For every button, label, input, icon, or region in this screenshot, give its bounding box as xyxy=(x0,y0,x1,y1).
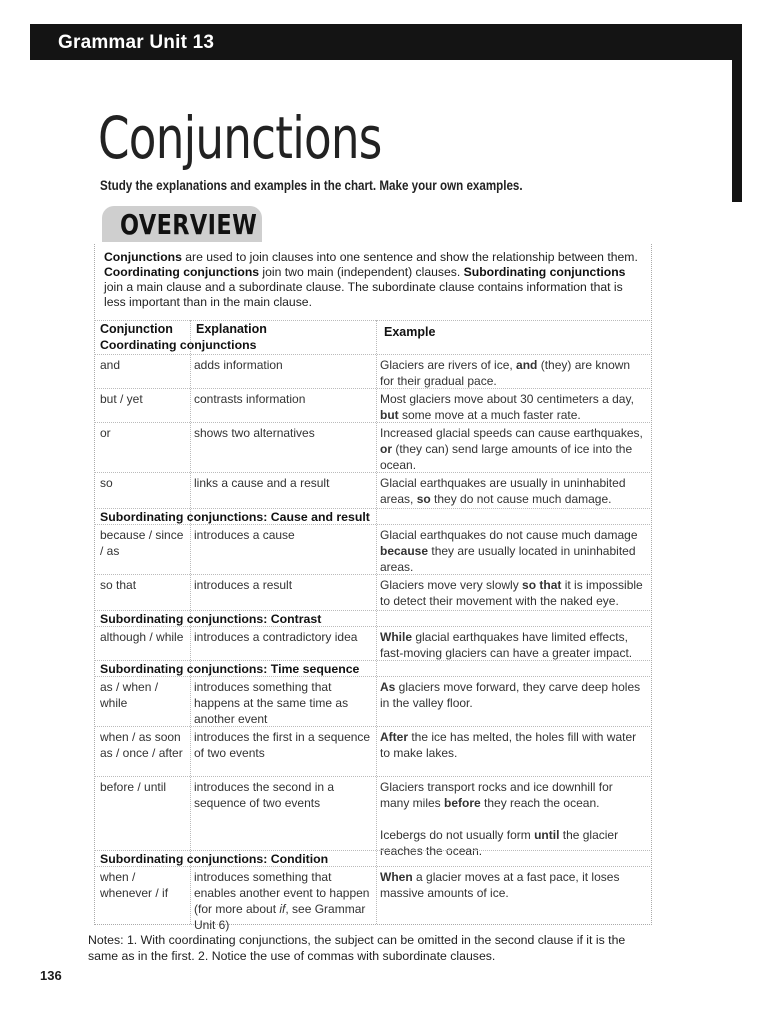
section-heading: Subordinating conjunctions: Cause and result xyxy=(100,510,370,524)
table-row xyxy=(94,388,650,423)
example-text: a glacier moves at a fast pace, it loses massive amounts of ice. xyxy=(380,870,620,900)
example-conjunction: so that xyxy=(522,578,562,592)
conjunction-cell: when / as soon as / once / after xyxy=(100,730,183,760)
page-number: 136 xyxy=(40,968,62,983)
column-header-conjunction: Conjunction xyxy=(100,322,173,336)
conjunction-cell: and xyxy=(100,358,121,372)
example-cell xyxy=(380,475,644,507)
intro-text-3: join a main clause and a subordinate clause. The subordinate clause contains information that is less important than in the main clause. xyxy=(104,280,623,309)
explanation-text: , see Grammar Unit 6) xyxy=(194,902,366,932)
example-cell xyxy=(380,391,644,423)
example-conjunction: until xyxy=(534,828,560,842)
example-conjunction: but xyxy=(380,408,399,422)
instructions: Study the explanations and examples in the chart. Make your own examples. xyxy=(100,178,523,193)
explanation-cell: introduces something that happens at the same time as another event xyxy=(194,680,349,726)
example-conjunction: As xyxy=(380,680,396,694)
example-text: Most glaciers move about 30 centimeters a day, xyxy=(380,392,634,406)
intro-text-2: join two main (independent) clauses. xyxy=(259,265,464,279)
conjunction-cell: or xyxy=(100,426,111,440)
conjunction-cell: before / until xyxy=(100,780,167,794)
conjunction-cell: so that xyxy=(100,578,137,592)
conjunction-cell: but / yet xyxy=(100,392,143,406)
example-text: Icebergs do not usually form xyxy=(380,828,535,842)
explanation-cell: contrasts information xyxy=(194,392,306,406)
example-cell xyxy=(380,425,644,473)
example-text: the ice has melted, the holes fill with water to make lakes. xyxy=(380,730,637,760)
example-text: it is impossible to detect their movement with the naked eye. xyxy=(380,578,643,608)
column-header-example: Example xyxy=(384,325,436,339)
example-cell xyxy=(380,869,644,901)
table-row xyxy=(94,472,650,509)
example-text: Glaciers are rivers of ice, xyxy=(380,358,517,372)
explanation-italic: if xyxy=(279,902,286,916)
column-header-explanation: Explanation xyxy=(196,322,267,336)
table-row xyxy=(94,626,650,663)
section-heading: Subordinating conjunctions: Condition xyxy=(100,852,329,866)
intro-text-1: are used to join clauses into one sentence and show the relationship between them. xyxy=(181,250,638,264)
conjunction-cell: when / whenever / if xyxy=(100,870,169,900)
table-row xyxy=(94,422,650,473)
notes: Notes: 1. With coordinating conjunctions, the subject can be omitted in the second clause if it is the same as in the first. 2. Notice the use of commas with subordinate clauses. xyxy=(88,933,626,963)
page-title: Conjunctions xyxy=(98,104,382,172)
example-text: Glacial earthquakes do not cause much damage xyxy=(380,528,638,542)
example-text: Glaciers move very slowly xyxy=(380,578,523,592)
intro-paragraph xyxy=(104,250,644,310)
intro-term-conjunctions: Conjunctions xyxy=(104,250,182,264)
section-heading: Subordinating conjunctions: Time sequence xyxy=(100,662,360,676)
explanation-cell: adds information xyxy=(194,358,283,372)
table-row xyxy=(94,524,650,575)
example-text: some move at a much faster rate. xyxy=(398,408,581,422)
example-conjunction: While xyxy=(380,630,412,644)
example-cell xyxy=(380,527,644,575)
conjunction-cell: as / when / while xyxy=(100,680,159,710)
example-conjunction: because xyxy=(380,544,429,558)
example-text: Increased glacial speeds can cause earthquakes, xyxy=(380,426,643,440)
conjunction-cell: because / since / as xyxy=(100,528,184,558)
overview-label: OVERVIEW xyxy=(120,208,258,241)
section-row xyxy=(94,508,650,525)
section-row xyxy=(94,850,650,867)
explanation-cell: introduces a cause xyxy=(194,528,295,542)
section-heading: Subordinating conjunctions: Contrast xyxy=(100,612,322,626)
explanation-cell: introduces the first in a sequence of two events xyxy=(194,730,371,760)
example-text: they are usually located in uninhabited areas. xyxy=(380,544,636,574)
example-text: Glacial earthquakes are usually in uninhabited areas, xyxy=(380,476,626,506)
section-heading: Coordinating conjunctions xyxy=(100,338,257,352)
example-cell xyxy=(380,357,644,389)
example-cell xyxy=(380,729,644,761)
conjunction-table xyxy=(94,320,650,932)
example-conjunction: or xyxy=(380,442,392,456)
explanation-text: introduces something that enables another event to happen (for more about xyxy=(194,870,370,916)
example-cell xyxy=(380,577,644,609)
section-row xyxy=(94,660,650,677)
example-conjunction: and xyxy=(516,358,538,372)
example-cell xyxy=(380,629,644,661)
explanation-cell: introduces the second in a sequence of two events xyxy=(194,780,335,810)
unit-title: Grammar Unit 13 xyxy=(58,32,215,53)
example-text: (they can) send large amounts of ice into the ocean. xyxy=(380,442,633,472)
example-text: they do not cause much damage. xyxy=(430,492,612,506)
example-text: they reach the ocean. xyxy=(480,796,600,810)
conjunction-cell: although / while xyxy=(100,630,184,644)
example-text: glaciers move forward, they carve deep holes in the valley floor. xyxy=(380,680,641,710)
section-row xyxy=(94,610,650,627)
example-cell xyxy=(380,679,644,711)
example-text: (they) are known for their gradual pace. xyxy=(380,358,631,388)
table-row xyxy=(94,676,650,727)
table-row xyxy=(94,866,650,932)
table-row xyxy=(94,574,650,611)
example-conjunction: When xyxy=(380,870,413,884)
intro-term-subordinating: Subordinating conjunctions xyxy=(463,265,626,279)
explanation-cell: shows two alternatives xyxy=(194,426,315,440)
example-text: the glacier reaches the ocean. xyxy=(380,828,619,858)
explanation-cell: introduces a contradictory idea xyxy=(194,630,358,644)
example-cell xyxy=(380,779,644,859)
explanation-cell: links a cause and a result xyxy=(194,476,330,490)
example-conjunction: After xyxy=(380,730,409,744)
table-row xyxy=(94,726,650,777)
explanation-cell: introduces a result xyxy=(194,578,293,592)
table-row xyxy=(94,776,650,858)
example-conjunction: so xyxy=(416,492,431,506)
intro-term-coordinating: Coordinating conjunctions xyxy=(104,265,260,279)
explanation-cell xyxy=(194,869,374,933)
example-text: Glaciers transport rocks and ice downhill for many miles xyxy=(380,780,613,810)
example-conjunction: before xyxy=(444,796,481,810)
table-row xyxy=(94,354,650,389)
example-text: glacial earthquakes have limited effects, fast-moving glaciers can have a greater impact. xyxy=(380,630,633,660)
conjunction-cell: so xyxy=(100,476,113,490)
table-header-row xyxy=(94,320,650,339)
